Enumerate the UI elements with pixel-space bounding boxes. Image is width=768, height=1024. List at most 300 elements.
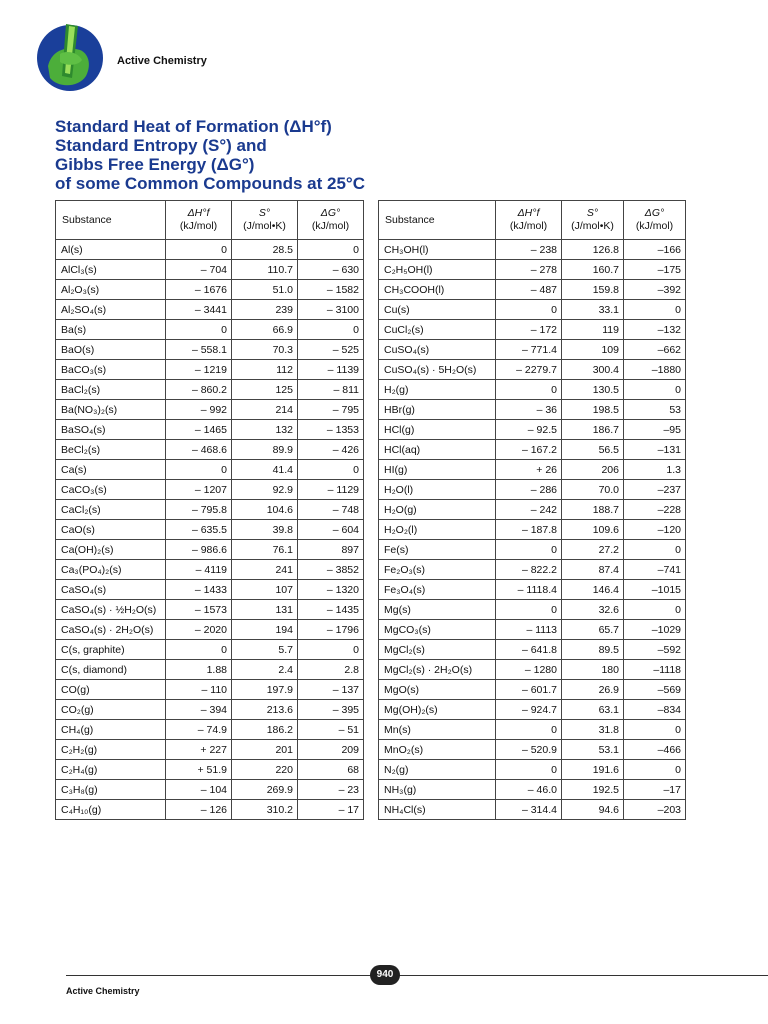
- table-row: [56, 580, 364, 600]
- cell-enthalpy: – 2020: [166, 620, 232, 640]
- table-header-row: [379, 201, 686, 240]
- col-header-enthalpy: [496, 201, 562, 240]
- cell-entropy: 89.5: [562, 640, 624, 660]
- cell-gibbs: –131: [624, 440, 686, 460]
- cell-substance: CuSO₄(s): [379, 340, 496, 360]
- cell-enthalpy: – 520.9: [496, 740, 562, 760]
- cell-substance: H₂(g): [379, 380, 496, 400]
- enthalpy-unit: (kJ/mol): [509, 220, 548, 232]
- table-row: [379, 380, 686, 400]
- table-row: [379, 420, 686, 440]
- cell-substance: Ba(NO₃)₂(s): [56, 400, 166, 420]
- cell-gibbs: –120: [624, 520, 686, 540]
- col-header-entropy: [562, 201, 624, 240]
- cell-gibbs: – 23: [298, 780, 364, 800]
- table-row: [379, 500, 686, 520]
- table-row: [56, 620, 364, 640]
- cell-entropy: 186.7: [562, 420, 624, 440]
- cell-gibbs: 0: [298, 320, 364, 340]
- cell-entropy: 27.2: [562, 540, 624, 560]
- cell-enthalpy: – 187.8: [496, 520, 562, 540]
- cell-enthalpy: – 1573: [166, 600, 232, 620]
- cell-enthalpy: – 601.7: [496, 680, 562, 700]
- cell-enthalpy: – 795.8: [166, 500, 232, 520]
- entropy-unit: (J/mol•K): [571, 220, 614, 232]
- cell-substance: HI(g): [379, 460, 496, 480]
- cell-substance: CO₂(g): [56, 700, 166, 720]
- cell-gibbs: – 426: [298, 440, 364, 460]
- cell-substance: Mg(s): [379, 600, 496, 620]
- cell-enthalpy: – 110: [166, 680, 232, 700]
- cell-gibbs: –1118: [624, 660, 686, 680]
- cell-gibbs: –741: [624, 560, 686, 580]
- cell-entropy: 300.4: [562, 360, 624, 380]
- table-row: [379, 580, 686, 600]
- cell-enthalpy: – 704: [166, 260, 232, 280]
- cell-substance: C₂H₅OH(l): [379, 260, 496, 280]
- cell-entropy: 70.0: [562, 480, 624, 500]
- cell-enthalpy: – 238: [496, 240, 562, 260]
- cell-entropy: 33.1: [562, 300, 624, 320]
- cell-entropy: 70.3: [232, 340, 298, 360]
- cell-gibbs: –237: [624, 480, 686, 500]
- cell-substance: C₄H₁₀(g): [56, 800, 166, 820]
- table-row: [56, 780, 364, 800]
- footer-divider: [66, 975, 768, 976]
- cell-entropy: 89.9: [232, 440, 298, 460]
- table-row: [56, 300, 364, 320]
- cell-substance: NH₄Cl(s): [379, 800, 496, 820]
- table-row: [379, 780, 686, 800]
- cell-gibbs: 209: [298, 740, 364, 760]
- cell-enthalpy: – 635.5: [166, 520, 232, 540]
- cell-gibbs: – 811: [298, 380, 364, 400]
- cell-gibbs: –132: [624, 320, 686, 340]
- gibbs-symbol: ΔG°: [320, 207, 341, 219]
- cell-gibbs: 897: [298, 540, 364, 560]
- cell-gibbs: – 1435: [298, 600, 364, 620]
- cell-entropy: 107: [232, 580, 298, 600]
- table-row: [56, 740, 364, 760]
- cell-enthalpy: – 92.5: [496, 420, 562, 440]
- entropy-symbol: S°: [258, 207, 271, 219]
- cell-entropy: 188.7: [562, 500, 624, 520]
- entropy-unit: (J/mol•K): [243, 220, 286, 232]
- cell-enthalpy: – 36: [496, 400, 562, 420]
- table-row: [56, 700, 364, 720]
- cell-gibbs: – 795: [298, 400, 364, 420]
- table-row: [379, 740, 686, 760]
- cell-entropy: 146.4: [562, 580, 624, 600]
- title-line-2: Standard Entropy (S°) and: [55, 136, 267, 155]
- col-header-entropy: [232, 201, 298, 240]
- cell-substance: Mn(s): [379, 720, 496, 740]
- cell-substance: CuCl₂(s): [379, 320, 496, 340]
- cell-substance: C₂H₄(g): [56, 760, 166, 780]
- table-row: [379, 480, 686, 500]
- cell-gibbs: –1015: [624, 580, 686, 600]
- cell-gibbs: 2.8: [298, 660, 364, 680]
- cell-enthalpy: 0: [496, 300, 562, 320]
- cell-substance: Ca(s): [56, 460, 166, 480]
- cell-enthalpy: – 394: [166, 700, 232, 720]
- cell-gibbs: –834: [624, 700, 686, 720]
- cell-gibbs: – 1139: [298, 360, 364, 380]
- col-header-substance: Substance: [379, 201, 496, 240]
- table-row: [379, 760, 686, 780]
- cell-entropy: 31.8: [562, 720, 624, 740]
- cell-enthalpy: – 487: [496, 280, 562, 300]
- header-title: Active Chemistry: [117, 55, 207, 67]
- cell-substance: MgO(s): [379, 680, 496, 700]
- cell-gibbs: 1.3: [624, 460, 686, 480]
- cell-substance: N₂(g): [379, 760, 496, 780]
- table-row: [56, 600, 364, 620]
- cell-entropy: 76.1: [232, 540, 298, 560]
- cell-enthalpy: – 1207: [166, 480, 232, 500]
- cell-gibbs: – 748: [298, 500, 364, 520]
- cell-gibbs: – 3852: [298, 560, 364, 580]
- table-row: [379, 280, 686, 300]
- table-row: [379, 360, 686, 380]
- cell-entropy: 131: [232, 600, 298, 620]
- table-row: [379, 560, 686, 580]
- cell-entropy: 159.8: [562, 280, 624, 300]
- col-header-gibbs: [624, 201, 686, 240]
- table-row: [56, 280, 364, 300]
- cell-enthalpy: – 1465: [166, 420, 232, 440]
- cell-enthalpy: 0: [166, 240, 232, 260]
- table-row: [56, 640, 364, 660]
- cell-gibbs: – 1320: [298, 580, 364, 600]
- cell-entropy: 160.7: [562, 260, 624, 280]
- table-row: [379, 460, 686, 480]
- cell-entropy: 94.6: [562, 800, 624, 820]
- cell-gibbs: – 1129: [298, 480, 364, 500]
- cell-enthalpy: – 1118.4: [496, 580, 562, 600]
- table-row: [56, 800, 364, 820]
- cell-gibbs: – 395: [298, 700, 364, 720]
- table-row: [379, 320, 686, 340]
- cell-substance: C₂H₂(g): [56, 740, 166, 760]
- cell-entropy: 180: [562, 660, 624, 680]
- cell-substance: BaCl₂(s): [56, 380, 166, 400]
- cell-substance: C(s, diamond): [56, 660, 166, 680]
- table-row: [379, 400, 686, 420]
- cell-gibbs: –166: [624, 240, 686, 260]
- table-row: [56, 420, 364, 440]
- cell-enthalpy: – 1219: [166, 360, 232, 380]
- cell-substance: BaCO₃(s): [56, 360, 166, 380]
- cell-gibbs: – 1582: [298, 280, 364, 300]
- cell-entropy: 26.9: [562, 680, 624, 700]
- cell-gibbs: – 1796: [298, 620, 364, 640]
- cell-gibbs: 0: [624, 760, 686, 780]
- cell-gibbs: – 1353: [298, 420, 364, 440]
- cell-entropy: 197.9: [232, 680, 298, 700]
- table-row: [56, 360, 364, 380]
- table-row: [379, 800, 686, 820]
- cell-entropy: 28.5: [232, 240, 298, 260]
- cell-enthalpy: – 126: [166, 800, 232, 820]
- cell-gibbs: – 51: [298, 720, 364, 740]
- cell-substance: NH₃(g): [379, 780, 496, 800]
- cell-substance: CaSO₄(s) · 2H₂O(s): [56, 620, 166, 640]
- cell-entropy: 213.6: [232, 700, 298, 720]
- enthalpy-symbol: ΔH°f: [187, 207, 210, 219]
- cell-substance: H₂O(l): [379, 480, 496, 500]
- cell-substance: MgCl₂(s): [379, 640, 496, 660]
- cell-enthalpy: 0: [166, 460, 232, 480]
- cell-entropy: 119: [562, 320, 624, 340]
- cell-gibbs: – 17: [298, 800, 364, 820]
- cell-substance: HCl(g): [379, 420, 496, 440]
- cell-substance: AlCl₃(s): [56, 260, 166, 280]
- table-row: [56, 400, 364, 420]
- cell-gibbs: –466: [624, 740, 686, 760]
- cell-enthalpy: 0: [496, 540, 562, 560]
- cell-substance: C(s, graphite): [56, 640, 166, 660]
- table-body-right: [379, 240, 686, 820]
- table-row: [56, 660, 364, 680]
- cell-gibbs: –569: [624, 680, 686, 700]
- cell-entropy: 41.4: [232, 460, 298, 480]
- cell-enthalpy: – 172: [496, 320, 562, 340]
- cell-entropy: 5.7: [232, 640, 298, 660]
- cell-gibbs: –175: [624, 260, 686, 280]
- title-line-1: Standard Heat of Formation (ΔH°f): [55, 117, 332, 136]
- table-row: [56, 260, 364, 280]
- cell-enthalpy: – 1280: [496, 660, 562, 680]
- table-row: [56, 240, 364, 260]
- col-header-substance: Substance: [56, 201, 166, 240]
- cell-substance: Fe(s): [379, 540, 496, 560]
- book-logo-icon: [36, 20, 104, 92]
- cell-gibbs: 68: [298, 760, 364, 780]
- document-title: [55, 117, 365, 193]
- table-row: [379, 720, 686, 740]
- cell-enthalpy: – 46.0: [496, 780, 562, 800]
- cell-enthalpy: – 167.2: [496, 440, 562, 460]
- enthalpy-symbol: ΔH°f: [517, 207, 540, 219]
- thermo-table-left: [55, 200, 364, 820]
- table-row: [379, 640, 686, 660]
- cell-gibbs: 0: [298, 240, 364, 260]
- cell-gibbs: 53: [624, 400, 686, 420]
- table-row: [56, 560, 364, 580]
- cell-enthalpy: + 227: [166, 740, 232, 760]
- cell-entropy: 191.6: [562, 760, 624, 780]
- cell-gibbs: 0: [298, 460, 364, 480]
- title-line-3: Gibbs Free Energy (ΔG°): [55, 155, 255, 174]
- table-row: [56, 720, 364, 740]
- table-row: [379, 620, 686, 640]
- cell-entropy: 66.9: [232, 320, 298, 340]
- cell-enthalpy: – 468.6: [166, 440, 232, 460]
- table-row: [56, 460, 364, 480]
- table-row: [379, 240, 686, 260]
- cell-entropy: 63.1: [562, 700, 624, 720]
- table-row: [379, 300, 686, 320]
- table-row: [56, 540, 364, 560]
- cell-substance: CaCl₂(s): [56, 500, 166, 520]
- cell-substance: CaCO₃(s): [56, 480, 166, 500]
- cell-entropy: 310.2: [232, 800, 298, 820]
- cell-entropy: 132: [232, 420, 298, 440]
- table-row: [56, 320, 364, 340]
- table-row: [379, 680, 686, 700]
- table-row: [56, 760, 364, 780]
- cell-entropy: 130.5: [562, 380, 624, 400]
- cell-gibbs: –662: [624, 340, 686, 360]
- cell-entropy: 39.8: [232, 520, 298, 540]
- cell-enthalpy: – 3441: [166, 300, 232, 320]
- cell-substance: BaO(s): [56, 340, 166, 360]
- cell-gibbs: 0: [624, 540, 686, 560]
- cell-entropy: 32.6: [562, 600, 624, 620]
- cell-substance: CuSO₄(s) · 5H₂O(s): [379, 360, 496, 380]
- cell-entropy: 65.7: [562, 620, 624, 640]
- cell-gibbs: 0: [624, 720, 686, 740]
- table-header-row: [56, 201, 364, 240]
- cell-substance: CaSO₄(s): [56, 580, 166, 600]
- footer-title: Active Chemistry: [66, 986, 140, 996]
- cell-substance: BeCl₂(s): [56, 440, 166, 460]
- cell-enthalpy: – 242: [496, 500, 562, 520]
- title-line-4: of some Common Compounds at 25°C: [55, 174, 365, 193]
- cell-substance: H₂O₂(l): [379, 520, 496, 540]
- cell-enthalpy: – 771.4: [496, 340, 562, 360]
- cell-entropy: 198.5: [562, 400, 624, 420]
- cell-substance: H₂O(g): [379, 500, 496, 520]
- gibbs-unit: (kJ/mol): [311, 220, 350, 232]
- cell-enthalpy: – 1676: [166, 280, 232, 300]
- cell-enthalpy: – 860.2: [166, 380, 232, 400]
- cell-entropy: 87.4: [562, 560, 624, 580]
- table-row: [56, 680, 364, 700]
- cell-gibbs: –592: [624, 640, 686, 660]
- table-row: [379, 600, 686, 620]
- cell-substance: Ca₃(PO₄)₂(s): [56, 560, 166, 580]
- cell-entropy: 186.2: [232, 720, 298, 740]
- cell-enthalpy: – 1113: [496, 620, 562, 640]
- cell-enthalpy: – 986.6: [166, 540, 232, 560]
- cell-substance: MgCO₃(s): [379, 620, 496, 640]
- cell-substance: Ba(s): [56, 320, 166, 340]
- cell-substance: MgCl₂(s) · 2H₂O(s): [379, 660, 496, 680]
- cell-entropy: 104.6: [232, 500, 298, 520]
- cell-enthalpy: – 4119: [166, 560, 232, 580]
- cell-enthalpy: 0: [496, 720, 562, 740]
- cell-substance: MnO₂(s): [379, 740, 496, 760]
- cell-enthalpy: – 2279.7: [496, 360, 562, 380]
- cell-substance: Al₂O₃(s): [56, 280, 166, 300]
- table-row: [379, 540, 686, 560]
- cell-substance: HCl(aq): [379, 440, 496, 460]
- entropy-symbol: S°: [586, 207, 599, 219]
- table-row: [379, 520, 686, 540]
- cell-enthalpy: – 278: [496, 260, 562, 280]
- cell-gibbs: –95: [624, 420, 686, 440]
- cell-substance: CH₄(g): [56, 720, 166, 740]
- cell-entropy: 109.6: [562, 520, 624, 540]
- table-row: [56, 500, 364, 520]
- table-row: [56, 340, 364, 360]
- cell-entropy: 214: [232, 400, 298, 420]
- cell-gibbs: – 525: [298, 340, 364, 360]
- table-row: [56, 480, 364, 500]
- table-row: [379, 340, 686, 360]
- page-number: 940: [370, 965, 400, 985]
- col-header-gibbs: [298, 201, 364, 240]
- cell-enthalpy: – 558.1: [166, 340, 232, 360]
- cell-enthalpy: – 74.9: [166, 720, 232, 740]
- cell-entropy: 126.8: [562, 240, 624, 260]
- cell-enthalpy: 0: [496, 760, 562, 780]
- table-row: [379, 260, 686, 280]
- cell-gibbs: – 604: [298, 520, 364, 540]
- cell-substance: Al(s): [56, 240, 166, 260]
- cell-entropy: 51.0: [232, 280, 298, 300]
- cell-gibbs: –392: [624, 280, 686, 300]
- cell-entropy: 92.9: [232, 480, 298, 500]
- cell-gibbs: –228: [624, 500, 686, 520]
- cell-gibbs: 0: [624, 300, 686, 320]
- cell-substance: Ca(OH)₂(s): [56, 540, 166, 560]
- table-row: [56, 520, 364, 540]
- cell-gibbs: – 137: [298, 680, 364, 700]
- cell-enthalpy: 0: [166, 320, 232, 340]
- table-row: [379, 700, 686, 720]
- cell-enthalpy: 0: [166, 640, 232, 660]
- table-row: [379, 440, 686, 460]
- cell-substance: CH₃OH(l): [379, 240, 496, 260]
- cell-entropy: 110.7: [232, 260, 298, 280]
- cell-enthalpy: – 924.7: [496, 700, 562, 720]
- cell-entropy: 192.5: [562, 780, 624, 800]
- enthalpy-unit: (kJ/mol): [179, 220, 218, 232]
- thermo-table-right: [378, 200, 686, 820]
- cell-entropy: 2.4: [232, 660, 298, 680]
- cell-substance: Al₂SO₄(s): [56, 300, 166, 320]
- cell-gibbs: –203: [624, 800, 686, 820]
- table-row: [379, 660, 686, 680]
- cell-enthalpy: – 314.4: [496, 800, 562, 820]
- cell-enthalpy: 0: [496, 600, 562, 620]
- cell-entropy: 201: [232, 740, 298, 760]
- cell-entropy: 269.9: [232, 780, 298, 800]
- gibbs-unit: (kJ/mol): [635, 220, 674, 232]
- cell-enthalpy: + 51.9: [166, 760, 232, 780]
- cell-entropy: 125: [232, 380, 298, 400]
- table-body-left: [56, 240, 364, 820]
- cell-enthalpy: + 26: [496, 460, 562, 480]
- table-row: [56, 380, 364, 400]
- cell-entropy: 112: [232, 360, 298, 380]
- cell-enthalpy: – 822.2: [496, 560, 562, 580]
- cell-substance: Fe₂O₃(s): [379, 560, 496, 580]
- table-row: [56, 440, 364, 460]
- cell-substance: HBr(g): [379, 400, 496, 420]
- cell-enthalpy: – 641.8: [496, 640, 562, 660]
- cell-gibbs: –17: [624, 780, 686, 800]
- cell-entropy: 239: [232, 300, 298, 320]
- cell-gibbs: 0: [624, 600, 686, 620]
- cell-enthalpy: 0: [496, 380, 562, 400]
- cell-substance: CH₃COOH(l): [379, 280, 496, 300]
- cell-entropy: 206: [562, 460, 624, 480]
- cell-substance: Cu(s): [379, 300, 496, 320]
